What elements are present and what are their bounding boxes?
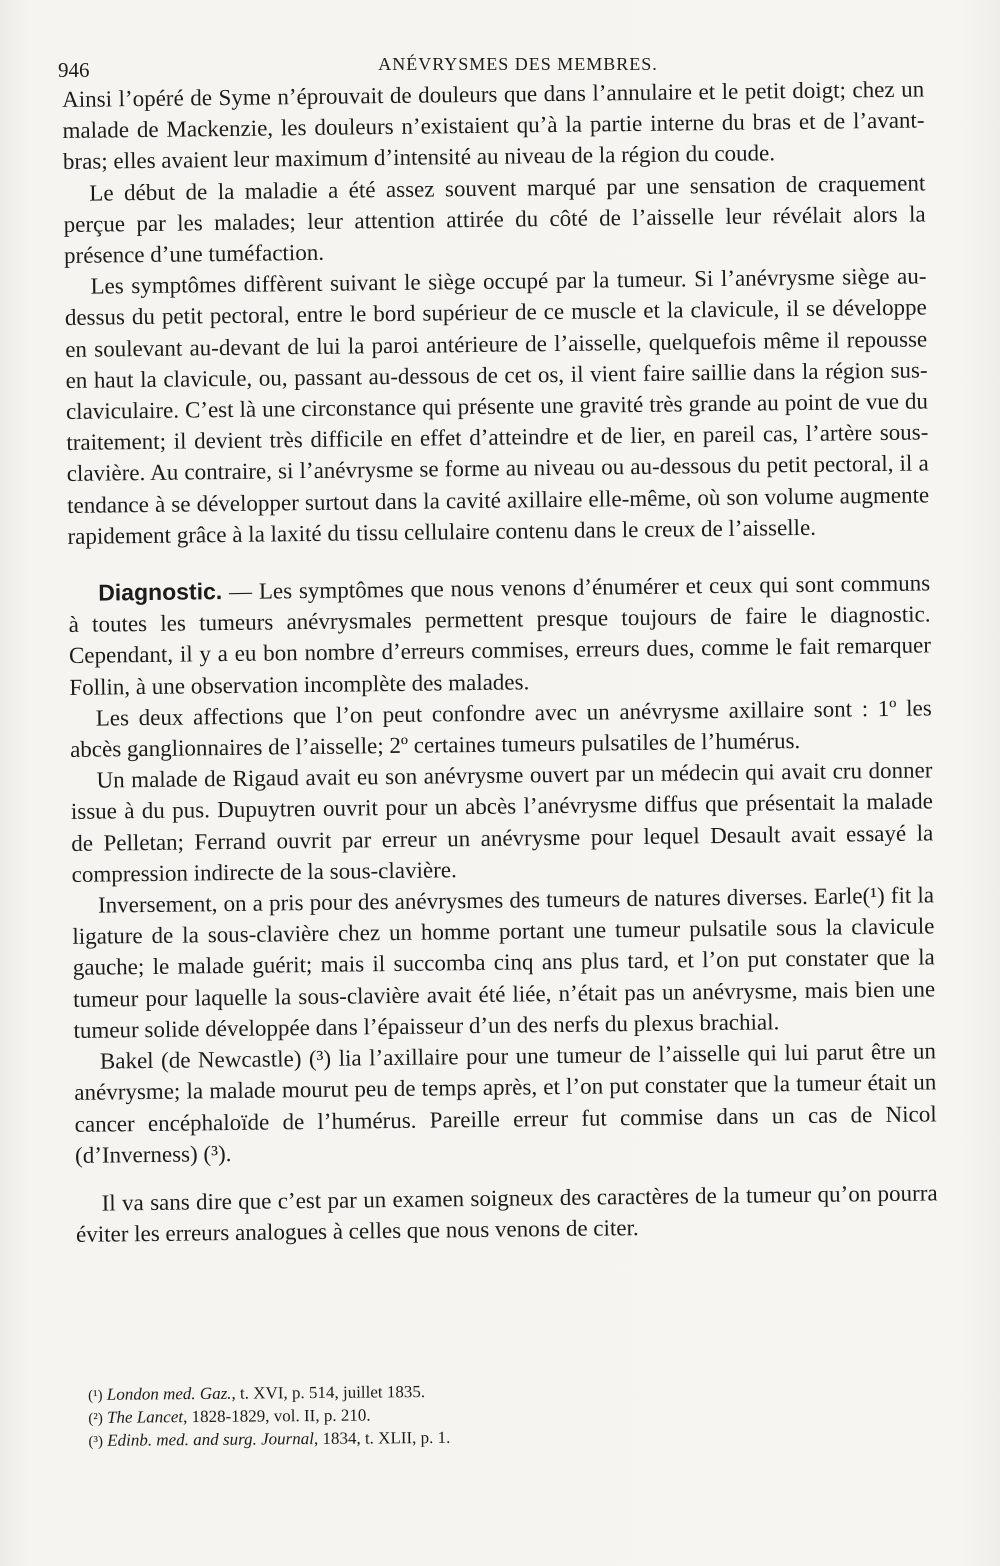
footnote-source: Edinb. med. and surg. Journal [107,1429,314,1450]
text-run: lia l’axillaire pour une tumeur de l’aisselle qui lui parut être un anévrysme; la malade mourut peu de temps après, et l’on put constater que la tumeur était un cancer encéphaloïde de l’humérus. Pareille erreur fut commise dans un cas de Nicol (d’Inverness) [74,1038,937,1168]
footnotes [88,1379,689,1453]
diagnostic-paragraph [68,567,931,702]
footnote [88,1425,688,1453]
footnote-source: London med. Gaz. [106,1383,232,1404]
running-title: ANÉVRYSMES DES MEMBRES. [378,54,658,74]
paragraph: Les deux affections que l’on peut confondre avec un anévrysme axillaire sont : 1º les abcès ganglionnaires de l’aisselle; 2º certaines tumeurs pulsatiles de l’humérus. [69,695,932,763]
paragraph-earle [72,879,936,1046]
page-number: 946 [58,58,90,82]
paragraph: Un malade de Rigaud avait eu son anévrysme ouvert par un médecin qui avait cru donner issue à du pus. Dupuytren ouvrit pour un abcès l’anévrysme diffus que présentait la malade de Pelletan; Ferrand ouvrit par erreur un anévrysme pour lequel Desault avait essayé la compression indirecte de la sous-clavière. [70,757,934,887]
paragraph: Les symptômes diffèrent suivant le siège occupé par la tumeur. Si l’anévrysme siège au-dessus du petit pectoral, entre le bord supérieur de ce muscle et la clavicule, il se développe en soulevant au-devant de lui la paroi antérieure de l’aisselle, quelquefois même il repousse en haut la clavicule, ou, passant au-dessous de cet os, il vient faire saillie dans la région sus-claviculaire. C’est là une circonstance qui présente une gravité très grande au point de vue du traitement; il devient très difficile en effet d’atteindre et de lier, en pareil cas, l’artère sous-clavière. Au contraire, si l’anévrysme se forme au niveau ou au-dessous du petit pectoral, il a tendance à se développer surtout dans la cavité axillaire elle-même, où son volume augmente rapidement grâce à la laxité du tissu cellulaire contenu dans le creux de l’aisselle. [64,263,930,549]
footnote-reference: (¹) [862,883,885,909]
section-heading: Diagnostic. [98,578,223,606]
text-run: . [225,1140,232,1166]
footnote-details: , 1834, t. XLII, p. 1. [313,1427,451,1449]
paragraph-bakel [74,1035,937,1170]
footnote-reference: (³) [203,1140,226,1167]
footnote-marker: (¹) [88,1387,103,1404]
footnote-details: , t. XVI, p. 514, juillet 1835. [231,1382,426,1403]
footnote-source: The Lancet [106,1407,184,1427]
diagnostic-text: — Les symptômes que nous venons d’énumérer et ceux qui sont communs à toutes les tumeurs anévrysmales permettent presque toujours de faire le diagnostic. Cependant, il y a eu bon nombre d’erreurs commises, erreurs dues, comme le fait remarquer Follin, à une observation incomplète des malades. [68,570,932,700]
body-text [62,73,938,1250]
footnote-marker: (²) [88,1410,103,1427]
footnote-reference: (³) [308,1045,332,1072]
text-run: Inversement, on a pris pour des anévrysmes des tumeurs de natures diverses. Earle [97,883,863,918]
paragraph: Le début de la maladie a été assez souvent marqué par une sensation de craquement perçue par les malades; leur attention attirée du côté de l’aisselle leur révélait alors la présence d’une tuméfaction. [63,170,926,269]
paragraph: Il va sans dire que c’est par un examen soigneux des caractères de la tumeur qu’on pourra éviter les erreurs analogues à celles que nous venons de citer. [75,1180,938,1248]
text-run: fit la ligature de la sous-clavière chez un homme portant une tumeur pulsatile sous la clavicule gauche; le malade guérit; mais il succomba cinq ans plus tard, et l’on put constater que la tumeur pour laquelle la sous-clavière avait été liée, n’était pas un anévrysme, mais bien une tumeur solide développée dans l’épaisseur d’un des nerfs du plexus brachial. [72,882,936,1043]
footnote-marker: (³) [88,1433,104,1450]
text-run: Bakel (de Newcastle) [99,1046,310,1074]
footnote-details: , 1828-1829, vol. II, p. 210. [182,1405,371,1427]
paragraph: Ainsi l’opéré de Syme n’éprouvait de douleurs que dans l’annulaire et le petit doigt; chez un malade de Mackenzie, les douleurs n’existaient qu’à la partie interne du bras et de l’avant-bras; elles avaient leur maximum d’intensité au niveau de la région du coude. [62,76,925,175]
